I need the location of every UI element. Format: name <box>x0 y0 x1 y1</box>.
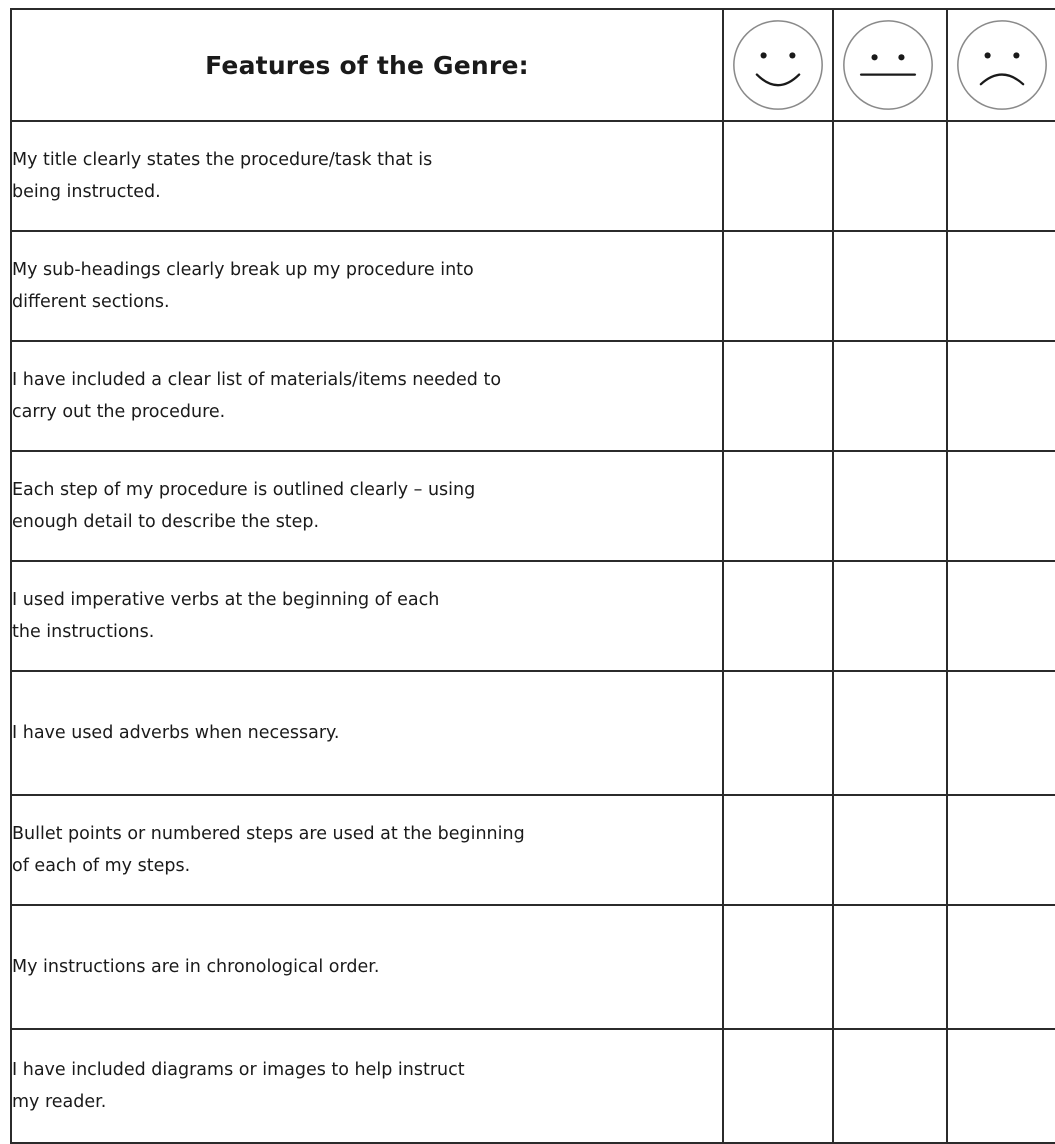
rating-cell-neutral[interactable] <box>833 121 947 231</box>
rating-cell-sad[interactable] <box>947 1029 1055 1143</box>
feature-statement <box>11 451 723 561</box>
rating-cell-neutral[interactable] <box>833 231 947 341</box>
rating-cell-happy[interactable] <box>723 905 833 1029</box>
feature-line: different sections. <box>12 292 170 312</box>
feature-line: carry out the procedure. <box>12 402 226 422</box>
rating-cell-sad[interactable] <box>947 341 1055 451</box>
neutral-face-icon <box>840 17 936 113</box>
rating-cell-neutral[interactable] <box>833 795 947 905</box>
feature-line: being instructed. <box>12 182 161 202</box>
rating-cell-sad[interactable] <box>947 671 1055 795</box>
checklist-row <box>11 121 1055 231</box>
checklist-row <box>11 795 1055 905</box>
rating-cell-happy[interactable] <box>723 561 833 671</box>
sad-face-icon <box>954 17 1050 113</box>
feature-statement <box>11 561 723 671</box>
checklist-row <box>11 561 1055 671</box>
feature-line: enough detail to describe the step. <box>12 512 320 532</box>
rating-cell-happy[interactable] <box>723 1029 833 1143</box>
table-title: Features of the Genre: <box>11 9 723 121</box>
feature-line: Each step of my procedure is outlined clearly – using <box>12 480 476 500</box>
rating-cell-neutral[interactable] <box>833 1029 947 1143</box>
rating-cell-happy[interactable] <box>723 121 833 231</box>
feature-line: the instructions. <box>12 622 155 642</box>
feature-line: of each of my steps. <box>12 856 191 876</box>
feature-line: I have included diagrams or images to help instruct <box>12 1060 465 1080</box>
feature-line: I have used adverbs when necessary. <box>12 723 340 743</box>
rating-cell-happy[interactable] <box>723 231 833 341</box>
self-assessment-sheet <box>10 8 1055 1144</box>
checklist-row <box>11 671 1055 795</box>
rating-cell-sad[interactable] <box>947 451 1055 561</box>
rating-cell-sad[interactable] <box>947 231 1055 341</box>
rating-cell-sad[interactable] <box>947 561 1055 671</box>
feature-statement <box>11 231 723 341</box>
rating-cell-neutral[interactable] <box>833 561 947 671</box>
checklist-row <box>11 905 1055 1029</box>
feature-statement <box>11 671 723 795</box>
feature-statement <box>11 795 723 905</box>
feature-statement <box>11 1029 723 1143</box>
feature-line: My title clearly states the procedure/task that is <box>12 150 433 170</box>
feature-statement <box>11 905 723 1029</box>
rating-cell-neutral[interactable] <box>833 451 947 561</box>
rating-cell-happy[interactable] <box>723 671 833 795</box>
feature-line: I used imperative verbs at the beginning of each <box>12 590 440 610</box>
rating-cell-sad[interactable] <box>947 121 1055 231</box>
rating-cell-neutral[interactable] <box>833 905 947 1029</box>
feature-statement <box>11 341 723 451</box>
header-row <box>11 9 1055 121</box>
rating-cell-neutral[interactable] <box>833 341 947 451</box>
sad-face-header <box>947 9 1055 121</box>
feature-line: My sub-headings clearly break up my procedure into <box>12 260 474 280</box>
feature-line: my reader. <box>12 1092 107 1112</box>
neutral-face-header <box>833 9 947 121</box>
rating-cell-neutral[interactable] <box>833 671 947 795</box>
checklist-row <box>11 1029 1055 1143</box>
rating-cell-happy[interactable] <box>723 341 833 451</box>
checklist-row <box>11 231 1055 341</box>
smiley-face-icon <box>730 17 826 113</box>
feature-line: My instructions are in chronological order. <box>12 957 380 977</box>
checklist-row <box>11 451 1055 561</box>
feature-statement <box>11 121 723 231</box>
checklist-row <box>11 341 1055 451</box>
feature-line: Bullet points or numbered steps are used at the beginning <box>12 824 525 844</box>
rating-cell-sad[interactable] <box>947 905 1055 1029</box>
feature-line: I have included a clear list of materials/items needed to <box>12 370 502 390</box>
features-checklist-table <box>10 8 1055 1144</box>
rating-cell-sad[interactable] <box>947 795 1055 905</box>
rating-cell-happy[interactable] <box>723 451 833 561</box>
rating-cell-happy[interactable] <box>723 795 833 905</box>
smiley-face-header <box>723 9 833 121</box>
